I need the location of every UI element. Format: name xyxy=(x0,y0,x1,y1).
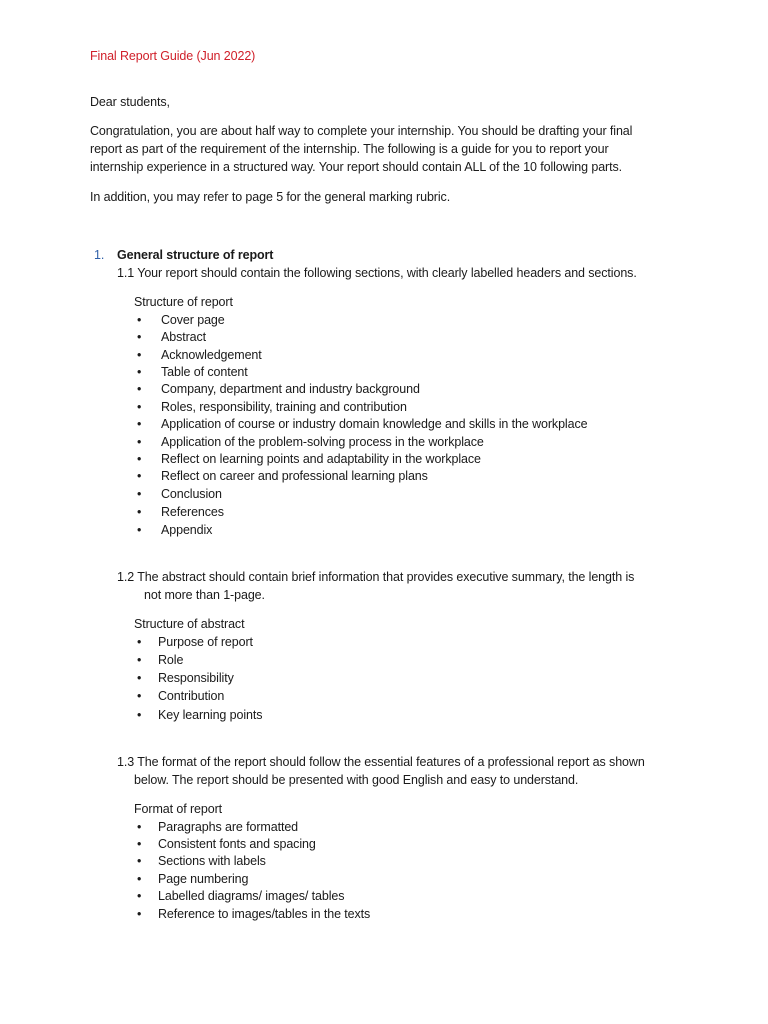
bullet-icon: • xyxy=(137,653,142,667)
list-item: Application of the problem-solving process in the workplace xyxy=(161,435,484,449)
bullet-icon: • xyxy=(137,400,142,414)
bullet-icon: • xyxy=(137,452,142,466)
section-heading: General structure of report xyxy=(117,248,274,262)
intro-line: report as part of the requirement of the internship. The following is a guide for you to report your xyxy=(90,142,609,156)
list-item: Abstract xyxy=(161,330,207,344)
bullet-icon: • xyxy=(137,382,142,396)
bullet-icon: • xyxy=(137,505,142,519)
subsection-1-3-cont: below. The report should be presented with good English and easy to understand. xyxy=(134,773,579,787)
bullet-icon: • xyxy=(137,820,142,834)
intro-line: Congratulation, you are about half way to complete your internship. You should be drafting your final xyxy=(90,124,633,138)
bullet-icon: • xyxy=(137,365,142,379)
bullet-icon: • xyxy=(137,487,142,501)
bullet-icon: • xyxy=(137,889,142,903)
list-item: Appendix xyxy=(161,523,213,537)
list-title-structure-of-report: Structure of report xyxy=(134,295,233,309)
list-item: Company, department and industry background xyxy=(161,382,420,396)
list-title-format-of-report: Format of report xyxy=(134,802,223,816)
bullet-icon: • xyxy=(137,435,142,449)
list-item: Contribution xyxy=(158,689,225,703)
list-item: Key learning points xyxy=(158,708,263,722)
bullet-icon: • xyxy=(137,837,142,851)
list-item: Reflect on learning points and adaptability in the workplace xyxy=(161,452,481,466)
list-item: Conclusion xyxy=(161,487,222,501)
subsection-1-1: 1.1 Your report should contain the following sections, with clearly labelled headers and sections. xyxy=(117,266,637,280)
list-item: References xyxy=(161,505,224,519)
list-title-structure-of-abstract: Structure of abstract xyxy=(134,617,245,631)
bullet-icon: • xyxy=(137,854,142,868)
bullet-icon: • xyxy=(137,907,142,921)
bullet-icon: • xyxy=(137,708,142,722)
subsection-1-2-cont: not more than 1-page. xyxy=(144,588,265,602)
bullet-icon: • xyxy=(137,671,142,685)
bullet-icon: • xyxy=(137,469,142,483)
list-item: Purpose of report xyxy=(158,635,253,649)
list-item: Table of content xyxy=(161,365,248,379)
list-item: Paragraphs are formatted xyxy=(158,820,299,834)
list-item: Application of course or industry domain knowledge and skills in the workplace xyxy=(161,417,588,431)
greeting: Dear students, xyxy=(90,95,170,109)
bullet-icon: • xyxy=(137,872,142,886)
intro-line: internship experience in a structured way. Your report should contain ALL of the 10 following parts. xyxy=(90,160,622,174)
list-item: Sections with labels xyxy=(158,854,266,868)
list-item: Cover page xyxy=(161,313,225,327)
list-item: Reflect on career and professional learning plans xyxy=(161,469,428,483)
list-item: Roles, responsibility, training and contribution xyxy=(161,400,407,414)
list-item: Responsibility xyxy=(158,671,234,685)
list-item: Page numbering xyxy=(158,872,249,886)
list-item: Consistent fonts and spacing xyxy=(158,837,316,851)
bullet-icon: • xyxy=(137,689,142,703)
list-item: Labelled diagrams/ images/ tables xyxy=(158,889,345,903)
list-item: Reference to images/tables in the texts xyxy=(158,907,371,921)
bullet-icon: • xyxy=(137,523,142,537)
bullet-icon: • xyxy=(137,313,142,327)
section-number: 1. xyxy=(94,248,105,262)
bullet-icon: • xyxy=(137,635,142,649)
subsection-1-3: 1.3 The format of the report should follow the essential features of a professional report as shown xyxy=(117,755,645,769)
document-title: Final Report Guide (Jun 2022) xyxy=(90,49,256,63)
list-item: Acknowledgement xyxy=(161,348,262,362)
bullet-icon: • xyxy=(137,417,142,431)
list-item: Role xyxy=(158,653,184,667)
bullet-icon: • xyxy=(137,348,142,362)
bullet-icon: • xyxy=(137,330,142,344)
subsection-1-2: 1.2 The abstract should contain brief information that provides executive summary, the length is xyxy=(117,570,635,584)
rubric-note: In addition, you may refer to page 5 for the general marking rubric. xyxy=(90,190,451,204)
